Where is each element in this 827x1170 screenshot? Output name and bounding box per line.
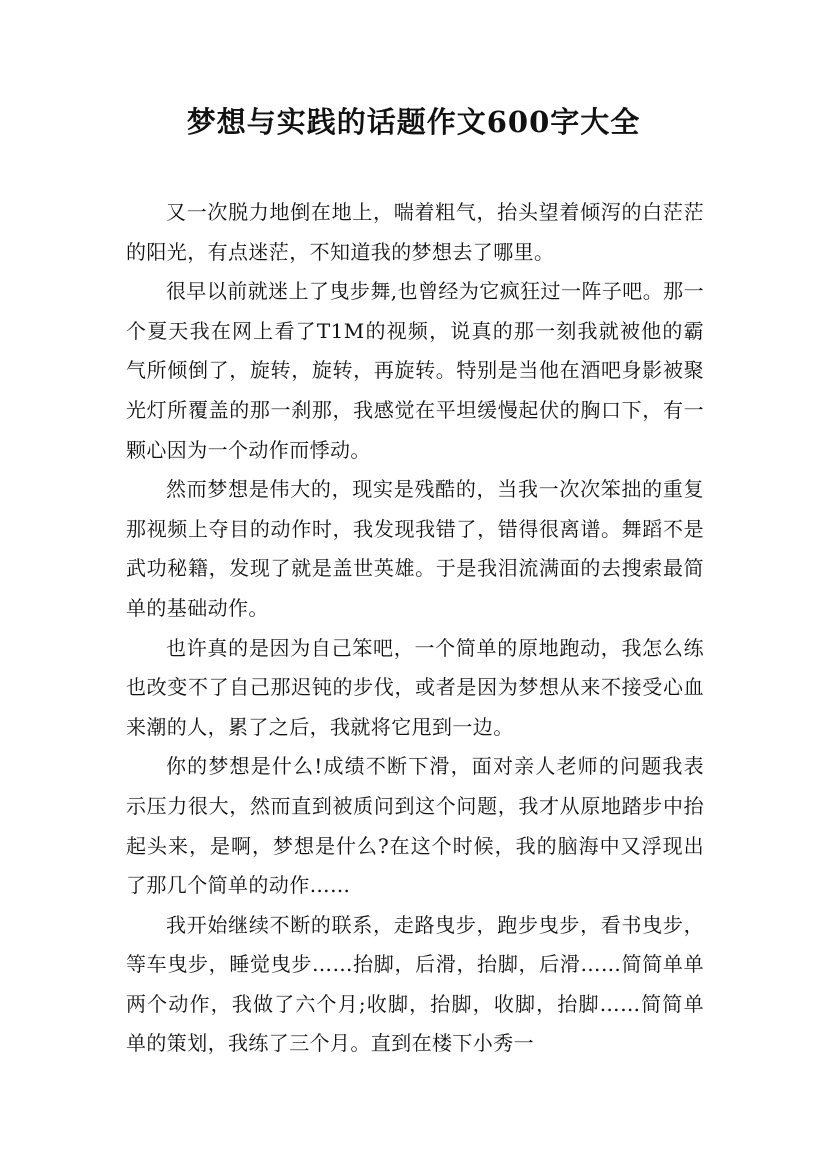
document-body [126,193,704,1064]
paragraph: 我开始继续不断的联系，走路曳步，跑步曳步，看书曳步，等车曳步，睡觉曳步……抬脚，后滑，抬脚，后滑……简简单单两个动作，我做了六个月;收脚，抬脚，收脚，抬脚……简简单单的策划，我练了三个月。直到在楼下小秀一 [126,912,704,1056]
paragraph: 然而梦想是伟大的，现实是残酷的，当我一次次笨拙的重复那视频上夺目的动作时，我发现我错了，错得很离谱。舞蹈不是武功秘籍，发现了就是盖世英雄。于是我泪流满面的去搜索最简单的基础动作。 [126,477,704,620]
paragraph: 也许真的是因为自己笨吧，一个简单的原地跑动，我怎么练也改变不了自己那迟钝的步伐，或者是因为梦想从来不接受心血来潮的人，累了之后，我就将它甩到一边。 [126,635,704,739]
paragraph: 又一次脱力地倒在地上，喘着粗气，抬头望着倾泻的白茫茫的阳光，有点迷茫，不知道我的梦想去了哪里。 [126,200,704,264]
paragraph: 很早以前就迷上了曳步舞,也曾经为它疯狂过一阵子吧。那一个夏天我在网上看了T1M的视频，说真的那一刻我就被他的霸气所倾倒了，旋转，旋转，再旋转。特别是当他在酒吧身影被聚光灯所覆盖的那一刹那，我感觉在平坦缓慢起伏的胸口下，有一颗心因为一个动作而悸动。 [126,279,704,462]
paragraph: 你的梦想是什么!成绩不断下滑，面对亲人老师的问题我表示压力很大，然而直到被质问到这个问题，我才从原地踏步中抬起头来，是啊，梦想是什么?在这个时候，我的脑海中又浮现出了那几个简单的动作…… [126,754,704,898]
document-title: 梦想与实践的话题作文600字大全 [186,105,641,139]
